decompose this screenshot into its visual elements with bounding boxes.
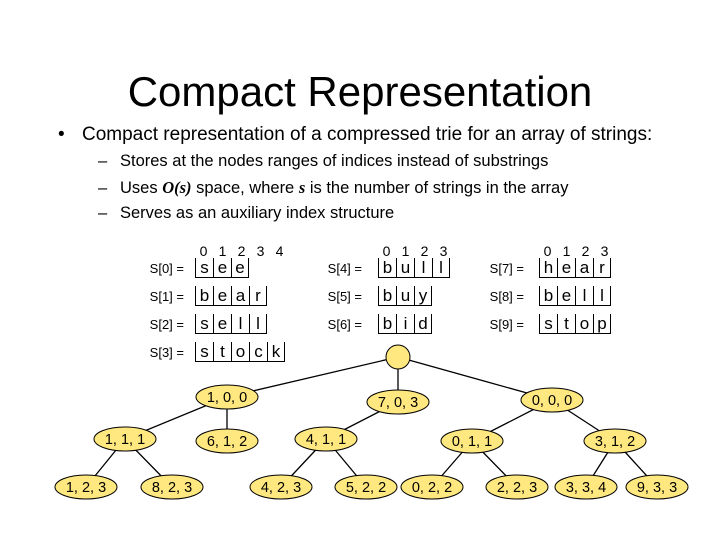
char-cell: l: [249, 314, 267, 334]
subitem-text: space, where: [191, 179, 299, 197]
trie-node: [295, 427, 357, 451]
index-number: 1: [401, 243, 410, 259]
index-number: 4: [275, 243, 284, 259]
node-label: 6, 1, 2: [206, 434, 248, 450]
char-cell: l: [593, 286, 611, 306]
node-shape: [386, 345, 410, 369]
node-label: 0, 1, 1: [451, 434, 493, 450]
char-cell: d: [414, 314, 432, 334]
node-label: 2, 2, 3: [496, 480, 538, 496]
char-cell: e: [213, 286, 231, 306]
char-cell: p: [593, 314, 611, 334]
index-number: 3: [600, 243, 609, 259]
trie-node: [626, 475, 688, 499]
variable-s: s: [298, 178, 306, 197]
string-label: S[9] =: [489, 317, 524, 332]
trie-root-node: [386, 345, 410, 369]
node-label: 3, 1, 2: [594, 434, 636, 450]
node-label: 3, 3, 4: [565, 480, 607, 496]
index-number: 0: [543, 243, 552, 259]
char-cell: s: [195, 314, 213, 334]
bullet-marker: •: [58, 124, 65, 145]
char-cell: t: [213, 342, 231, 362]
string-label: S[3] =: [149, 345, 184, 360]
char-cell: b: [378, 286, 396, 306]
char-cell: l: [231, 314, 249, 334]
char-cell: b: [378, 314, 396, 334]
subitem-text: Serves as an auxiliary index structure: [120, 204, 395, 222]
big-o-term: O(s): [162, 178, 192, 197]
char-cell: b: [539, 286, 557, 306]
index-number: 2: [420, 243, 429, 259]
index-number: 1: [218, 243, 227, 259]
trie-node: [367, 390, 429, 414]
index-number: 0: [199, 243, 208, 259]
dash-marker: –: [98, 179, 108, 197]
trie-node: [441, 429, 503, 453]
char-cell: s: [539, 314, 557, 334]
dash-marker: –: [98, 204, 108, 222]
node-label: 1, 1, 1: [104, 432, 146, 448]
node-label: 9, 3, 3: [636, 480, 678, 496]
index-number: 2: [581, 243, 590, 259]
char-cell: u: [396, 286, 414, 306]
char-cell: o: [231, 342, 249, 362]
char-cell: k: [267, 342, 285, 362]
string-label: S[7] =: [489, 261, 524, 276]
string-label: S[8] =: [489, 289, 524, 304]
string-label: S[4] =: [327, 261, 362, 276]
char-cell: s: [195, 258, 213, 278]
trie-node: [521, 388, 583, 412]
char-cell: c: [249, 342, 267, 362]
char-cell: l: [575, 286, 593, 306]
node-label: 0, 0, 0: [531, 393, 573, 409]
char-cell: e: [231, 258, 249, 278]
char-cell: s: [195, 342, 213, 362]
page-title: Compact Representation: [127, 68, 593, 115]
node-label: 0, 2, 2: [411, 480, 453, 496]
trie-node: [94, 427, 156, 451]
node-label: 1, 2, 3: [65, 480, 107, 496]
trie-node: [555, 475, 617, 499]
trie-node: [196, 385, 258, 409]
index-number: 1: [562, 243, 571, 259]
char-cell: e: [557, 258, 575, 278]
trie-node: [55, 475, 117, 499]
node-label: 7, 0, 3: [377, 395, 419, 411]
char-cell: e: [213, 314, 231, 334]
node-label: 5, 2, 2: [345, 480, 387, 496]
char-cell: e: [213, 258, 231, 278]
char-cell: l: [432, 258, 450, 278]
char-cell: t: [557, 314, 575, 334]
trie-node: [250, 475, 312, 499]
string-label: S[0] =: [149, 261, 184, 276]
char-cell: a: [231, 286, 249, 306]
char-cell: y: [414, 286, 432, 306]
subitem-text: is the number of strings in the array: [305, 179, 569, 197]
index-number: 2: [237, 243, 246, 259]
index-number: 0: [382, 243, 391, 259]
char-cell: o: [575, 314, 593, 334]
node-label: 8, 2, 3: [151, 480, 193, 496]
char-cell: b: [378, 258, 396, 278]
char-cell: h: [539, 258, 557, 278]
char-cell: a: [575, 258, 593, 278]
char-cell: i: [396, 314, 414, 334]
trie-node: [141, 475, 203, 499]
string-label: S[6] =: [327, 317, 362, 332]
trie-node: [196, 429, 258, 453]
dash-marker: –: [98, 152, 108, 170]
trie-node: [401, 475, 463, 499]
node-label: 4, 1, 1: [305, 432, 347, 448]
char-cell: l: [414, 258, 432, 278]
string-label: S[5] =: [327, 289, 362, 304]
index-number: 3: [256, 243, 265, 259]
index-number: 3: [439, 243, 448, 259]
trie-node: [486, 475, 548, 499]
char-cell: e: [557, 286, 575, 306]
char-cell: b: [195, 286, 213, 306]
char-cell: u: [396, 258, 414, 278]
string-label: S[2] =: [149, 317, 184, 332]
node-label: 4, 2, 3: [260, 480, 302, 496]
char-cell: r: [249, 286, 267, 306]
subitem-text: Uses: [120, 179, 163, 197]
subitem-text: Stores at the nodes ranges of indices instead of substrings: [120, 152, 549, 170]
node-label: 1, 0, 0: [206, 390, 248, 406]
bullet-text: Compact representation of a compressed trie for an array of strings:: [82, 124, 653, 145]
char-cell: r: [593, 258, 611, 278]
trie-node: [584, 429, 646, 453]
string-label: S[1] =: [149, 289, 184, 304]
trie-node: [335, 475, 397, 499]
